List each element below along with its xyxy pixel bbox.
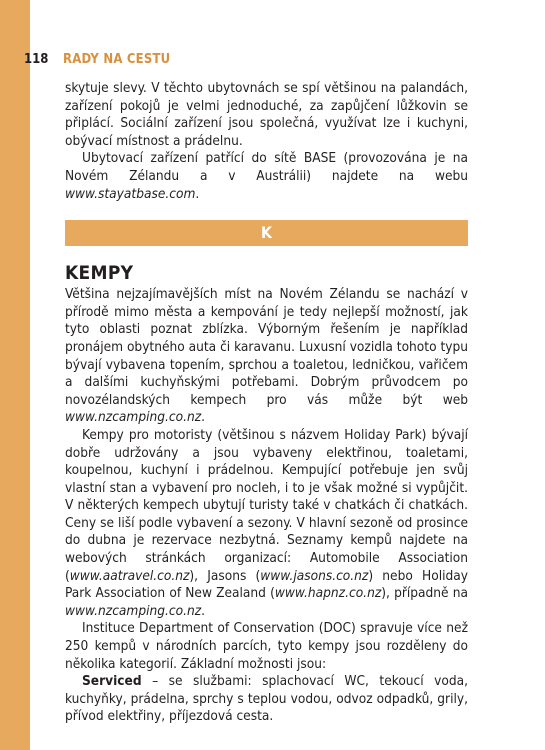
paragraph-text: Ubytovací zařízení patřící do sítě BASE (provozována je na Novém Zélandu a v Austrálii) najdete na webu (65, 150, 468, 184)
web-link: www.nzcamping.co.nz (65, 409, 202, 426)
paragraph-text: Většina nejzajímavějších míst na Novém Zélandu se nachází v přírodě mimo města a kempování je tedy nejlepší možností, jak tyto oblasti poznat zblízka. Výborným řešením je například pronájem obytného auta či karavanu. Luxusní vozidla tohoto typu bývají vybavena topením, sprchou a toaletou, ledničkou, vařičem a dalšími kuchyňskými potřebami. Dobrým průvodcem po novozélandských kempech pro vás může být web (65, 286, 468, 408)
paragraph-text: . (201, 409, 206, 426)
section-letter-bar: K (65, 220, 468, 246)
paragraph (65, 673, 468, 726)
paragraph (65, 620, 468, 673)
web-link: www.aatravel.co.nz (69, 567, 190, 584)
paragraph-text: Kempy pro motoristy (většinou s názvem Holiday Park) bývají dobře udržovány a jsou vybaveny elektřinou, toaletami, koupelnou, kuchyní i prádelnou. Kempující potřebuje jen svůj vlastní stan a vybavení pro nocleh, i to je však možné si vypůjčit. V některých kempech ubytují turisty také v chatkách či chatkách. Ceny se liší podle vybavení a sezony. V hlavní sezoně od prosince do dubna je rezervace nezbytná. Seznamy kempů najdete na webových stránkách organizací: Automobile Association ( (65, 426, 468, 584)
term-label: Serviced (82, 673, 142, 690)
running-head: RADY NA CESTU (63, 52, 171, 67)
web-link: www.jasons.co.nz (260, 567, 369, 584)
section-heading: KEMPY (65, 262, 134, 285)
paragraph (65, 150, 468, 203)
paragraph-text: – se službami: splachovací WC, tekoucí voda, kuchyňky, prádelna, sprchy s teplou vodou, odvoz odpadků, grily, přívod elektřiny, příjezdová cesta. (65, 673, 468, 725)
paragraph-text: ), případně na (381, 585, 468, 602)
paragraph-text: ), Jasons ( (189, 567, 261, 584)
paragraph-text: . (195, 185, 200, 202)
paragraph (65, 286, 468, 427)
paragraph (65, 80, 468, 150)
page-number: 118 (24, 52, 49, 67)
web-link: www.nzcamping.co.nz (65, 602, 202, 619)
side-tab (0, 0, 30, 750)
paragraph (65, 427, 468, 621)
web-link: www.stayatbase.com (65, 185, 196, 202)
paragraph-text: ) nebo Holiday Park Association of New Zealand ( (65, 567, 468, 602)
page-content (65, 80, 468, 726)
paragraph-text: Instituce Department of Conservation (DOC) spravuje více než 250 kempů v národních parcích, tyto kempy jsou rozděleny do několika kategorií. Základní možnosti jsou: (65, 620, 468, 672)
paragraph-text: . (201, 602, 206, 619)
web-link: www.hapnz.co.nz (274, 585, 382, 602)
paragraph-text: skytuje slevy. V těchto ubytovnách se spí většinou na palandách, zařízení pokojů je velmi jednoduché, za zapůjčení lůžkovin se připlácí. Sociální zařízení jsou společná, využívat lze i kuchyni, obývací místnost a prádelnu. (65, 80, 468, 149)
